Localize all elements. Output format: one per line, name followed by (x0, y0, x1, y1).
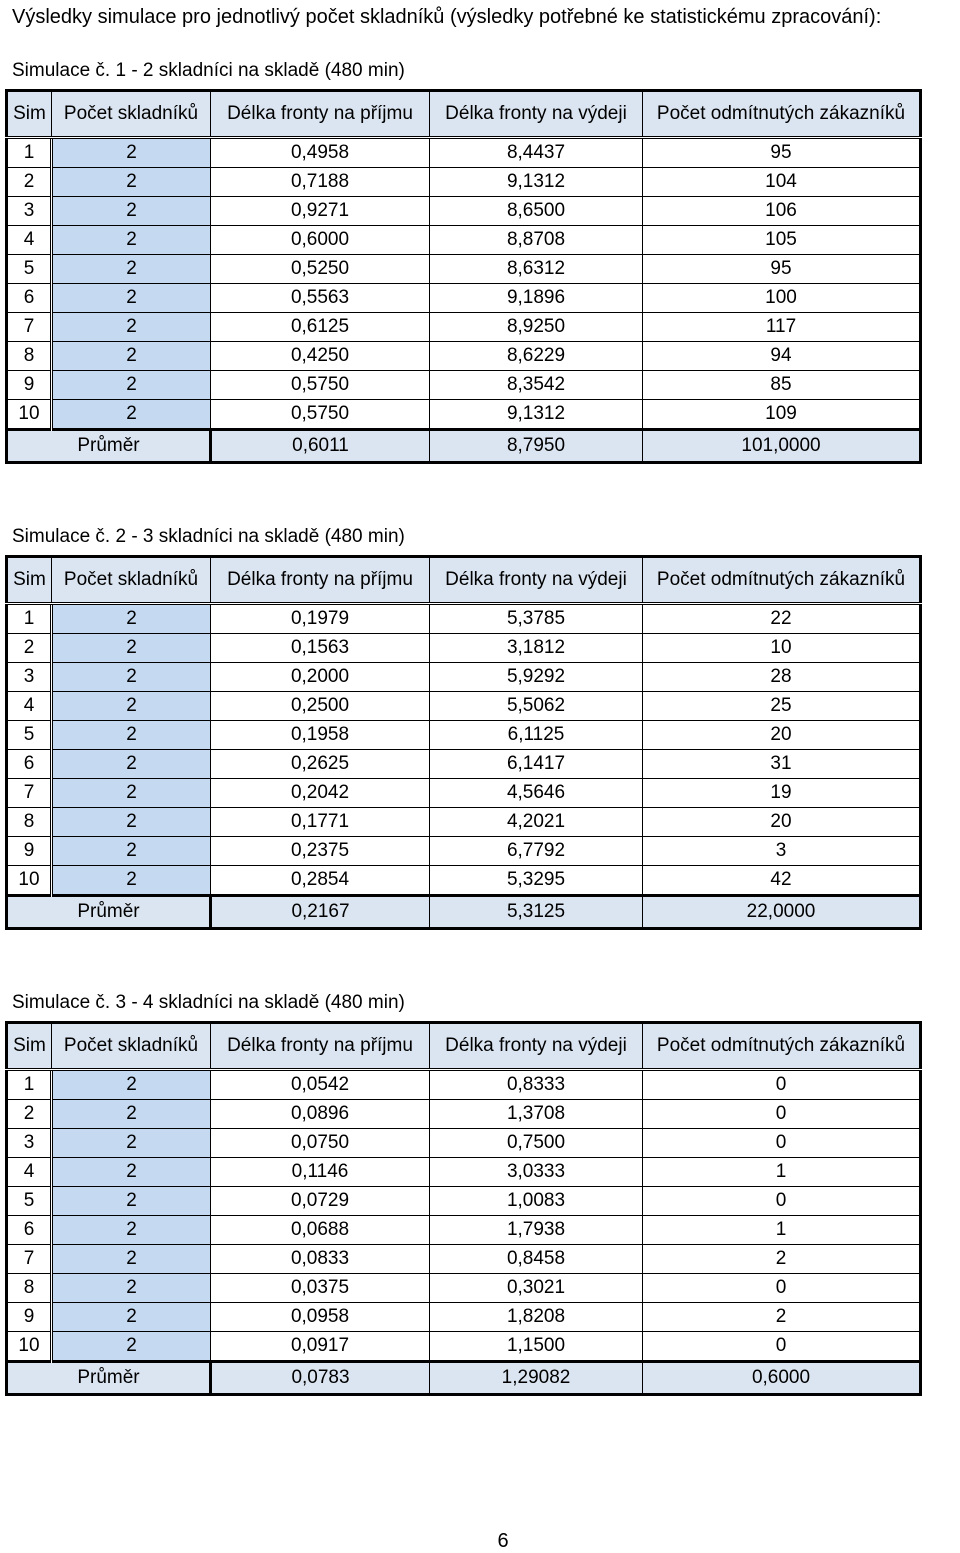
intake-queue-cell: 0,0750 (211, 1129, 430, 1158)
table-row (7, 779, 921, 808)
table-row (7, 721, 921, 750)
dispatch-queue-cell: 3,1812 (430, 634, 643, 663)
dispatch-queue-cell: 1,1500 (430, 1332, 643, 1362)
sim-cell: 3 (7, 663, 52, 692)
rejected-customers-cell: 22 (643, 604, 921, 634)
table-row (7, 1070, 921, 1100)
average-label: Průměr (7, 430, 211, 463)
average-label: Průměr (7, 896, 211, 929)
average-rejected-customers: 0,6000 (643, 1362, 921, 1395)
workers-cell: 2 (52, 604, 211, 634)
sim-cell: 9 (7, 837, 52, 866)
intake-queue-cell: 0,4250 (211, 342, 430, 371)
rejected-customers-cell: 104 (643, 168, 921, 197)
sim-cell: 7 (7, 1245, 52, 1274)
workers-cell: 2 (52, 663, 211, 692)
sim-cell: 10 (7, 400, 52, 430)
simulation-3-title: Simulace č. 3 - 4 skladníci na skladě (480 min) (12, 992, 405, 1013)
average-intake-queue: 0,2167 (211, 896, 430, 929)
rejected-customers-cell: 0 (643, 1100, 921, 1129)
intake-queue-cell: 0,5563 (211, 284, 430, 313)
dispatch-queue-cell: 0,8458 (430, 1245, 643, 1274)
intake-queue-cell: 0,6125 (211, 313, 430, 342)
workers-cell: 2 (52, 1100, 211, 1129)
workers-cell: 2 (52, 1158, 211, 1187)
workers-cell: 2 (52, 634, 211, 663)
average-row (7, 896, 921, 929)
column-header: Délka fronty na výdeji (430, 557, 643, 604)
table-row (7, 400, 921, 430)
rejected-customers-cell: 0 (643, 1070, 921, 1100)
average-dispatch-queue: 8,7950 (430, 430, 643, 463)
table-row (7, 1158, 921, 1187)
dispatch-queue-cell: 1,0083 (430, 1187, 643, 1216)
workers-cell: 2 (52, 138, 211, 168)
workers-cell: 2 (52, 400, 211, 430)
sim-cell: 7 (7, 779, 52, 808)
sim-cell: 2 (7, 634, 52, 663)
page-number: 6 (497, 1530, 509, 1552)
table-row (7, 197, 921, 226)
table-row (7, 1303, 921, 1332)
average-dispatch-queue: 1,29082 (430, 1362, 643, 1395)
intake-queue-cell: 0,7188 (211, 168, 430, 197)
average-rejected-customers: 101,0000 (643, 430, 921, 463)
sim-cell: 2 (7, 168, 52, 197)
dispatch-queue-cell: 1,7938 (430, 1216, 643, 1245)
dispatch-queue-cell: 5,3785 (430, 604, 643, 634)
intake-queue-cell: 0,0958 (211, 1303, 430, 1332)
table-row (7, 692, 921, 721)
sim-cell: 6 (7, 284, 52, 313)
workers-cell: 2 (52, 371, 211, 400)
dispatch-queue-cell: 8,6312 (430, 255, 643, 284)
rejected-customers-cell: 20 (643, 721, 921, 750)
table-row (7, 1100, 921, 1129)
workers-cell: 2 (52, 284, 211, 313)
rejected-customers-cell: 2 (643, 1303, 921, 1332)
column-header: Délka fronty na výdeji (430, 91, 643, 138)
simulation-2-table (5, 555, 922, 930)
intake-queue-cell: 0,2375 (211, 837, 430, 866)
sim-cell: 6 (7, 1216, 52, 1245)
simulation-1-table (5, 89, 922, 464)
rejected-customers-cell: 31 (643, 750, 921, 779)
rejected-customers-cell: 2 (643, 1245, 921, 1274)
workers-cell: 2 (52, 866, 211, 896)
rejected-customers-cell: 19 (643, 779, 921, 808)
table-row (7, 1216, 921, 1245)
intake-queue-cell: 0,0542 (211, 1070, 430, 1100)
rejected-customers-cell: 95 (643, 138, 921, 168)
intake-queue-cell: 0,2042 (211, 779, 430, 808)
dispatch-queue-cell: 9,1896 (430, 284, 643, 313)
sim-cell: 10 (7, 866, 52, 896)
table-row (7, 837, 921, 866)
rejected-customers-cell: 109 (643, 400, 921, 430)
intake-queue-cell: 0,0917 (211, 1332, 430, 1362)
dispatch-queue-cell: 8,8708 (430, 226, 643, 255)
column-header: Počet skladníků (52, 1023, 211, 1070)
rejected-customers-cell: 1 (643, 1158, 921, 1187)
column-header: Délka fronty na výdeji (430, 1023, 643, 1070)
rejected-customers-cell: 3 (643, 837, 921, 866)
table-row (7, 371, 921, 400)
workers-cell: 2 (52, 1303, 211, 1332)
average-intake-queue: 0,6011 (211, 430, 430, 463)
table-row (7, 1332, 921, 1362)
rejected-customers-cell: 28 (643, 663, 921, 692)
table-row (7, 663, 921, 692)
sim-cell: 9 (7, 371, 52, 400)
intake-queue-cell: 0,1563 (211, 634, 430, 663)
sim-cell: 1 (7, 604, 52, 634)
sim-cell: 1 (7, 138, 52, 168)
table-row (7, 1245, 921, 1274)
rejected-customers-cell: 25 (643, 692, 921, 721)
column-header: Sim (7, 91, 52, 138)
dispatch-queue-cell: 6,7792 (430, 837, 643, 866)
dispatch-queue-cell: 5,9292 (430, 663, 643, 692)
column-header: Sim (7, 557, 52, 604)
workers-cell: 2 (52, 779, 211, 808)
dispatch-queue-cell: 1,3708 (430, 1100, 643, 1129)
intake-queue-cell: 0,0729 (211, 1187, 430, 1216)
workers-cell: 2 (52, 313, 211, 342)
rejected-customers-cell: 10 (643, 634, 921, 663)
dispatch-queue-cell: 5,5062 (430, 692, 643, 721)
workers-cell: 2 (52, 226, 211, 255)
rejected-customers-cell: 100 (643, 284, 921, 313)
average-row (7, 1362, 921, 1395)
sim-cell: 3 (7, 197, 52, 226)
dispatch-queue-cell: 8,9250 (430, 313, 643, 342)
dispatch-queue-cell: 6,1417 (430, 750, 643, 779)
column-header: Počet skladníků (52, 557, 211, 604)
intake-queue-cell: 0,2854 (211, 866, 430, 896)
rejected-customers-cell: 1 (643, 1216, 921, 1245)
sim-cell: 1 (7, 1070, 52, 1100)
sim-cell: 5 (7, 1187, 52, 1216)
table-row (7, 750, 921, 779)
sim-cell: 4 (7, 692, 52, 721)
rejected-customers-cell: 20 (643, 808, 921, 837)
column-header: Počet skladníků (52, 91, 211, 138)
average-dispatch-queue: 5,3125 (430, 896, 643, 929)
dispatch-queue-cell: 8,3542 (430, 371, 643, 400)
dispatch-queue-cell: 0,7500 (430, 1129, 643, 1158)
dispatch-queue-cell: 9,1312 (430, 400, 643, 430)
column-header: Počet odmítnutých zákazníků (643, 1023, 921, 1070)
intake-queue-cell: 0,0833 (211, 1245, 430, 1274)
table-row (7, 255, 921, 284)
workers-cell: 2 (52, 1187, 211, 1216)
average-intake-queue: 0,0783 (211, 1362, 430, 1395)
dispatch-queue-cell: 0,3021 (430, 1274, 643, 1303)
intake-queue-cell: 0,0688 (211, 1216, 430, 1245)
sim-cell: 10 (7, 1332, 52, 1362)
dispatch-queue-cell: 4,2021 (430, 808, 643, 837)
workers-cell: 2 (52, 1245, 211, 1274)
dispatch-queue-cell: 4,5646 (430, 779, 643, 808)
sim-cell: 7 (7, 313, 52, 342)
table-row (7, 866, 921, 896)
rejected-customers-cell: 94 (643, 342, 921, 371)
intake-queue-cell: 0,2500 (211, 692, 430, 721)
rejected-customers-cell: 95 (643, 255, 921, 284)
intake-queue-cell: 0,0896 (211, 1100, 430, 1129)
intro-text: Výsledky simulace pro jednotlivý počet skladníků (výsledky potřebné ke statistickému zpracování): (12, 6, 882, 28)
workers-cell: 2 (52, 342, 211, 371)
dispatch-queue-cell: 6,1125 (430, 721, 643, 750)
workers-cell: 2 (52, 1070, 211, 1100)
rejected-customers-cell: 0 (643, 1187, 921, 1216)
column-header: Sim (7, 1023, 52, 1070)
sim-cell: 6 (7, 750, 52, 779)
sim-cell: 3 (7, 1129, 52, 1158)
workers-cell: 2 (52, 1129, 211, 1158)
dispatch-queue-cell: 8,4437 (430, 138, 643, 168)
rejected-customers-cell: 0 (643, 1129, 921, 1158)
intake-queue-cell: 0,1771 (211, 808, 430, 837)
dispatch-queue-cell: 5,3295 (430, 866, 643, 896)
table-row (7, 313, 921, 342)
workers-cell: 2 (52, 1216, 211, 1245)
table-row (7, 634, 921, 663)
average-rejected-customers: 22,0000 (643, 896, 921, 929)
rejected-customers-cell: 105 (643, 226, 921, 255)
table-header-row (7, 91, 921, 138)
sim-cell: 4 (7, 1158, 52, 1187)
average-label: Průměr (7, 1362, 211, 1395)
intake-queue-cell: 0,2625 (211, 750, 430, 779)
sim-cell: 8 (7, 808, 52, 837)
table-header-row (7, 557, 921, 604)
table-row (7, 138, 921, 168)
intake-queue-cell: 0,1979 (211, 604, 430, 634)
workers-cell: 2 (52, 721, 211, 750)
dispatch-queue-cell: 8,6229 (430, 342, 643, 371)
rejected-customers-cell: 0 (643, 1274, 921, 1303)
column-header: Délka fronty na příjmu (211, 91, 430, 138)
simulation-2-title: Simulace č. 2 - 3 skladníci na skladě (480 min) (12, 526, 405, 547)
table-row (7, 604, 921, 634)
column-header: Počet odmítnutých zákazníků (643, 557, 921, 604)
intake-queue-cell: 0,1146 (211, 1158, 430, 1187)
intake-queue-cell: 0,5750 (211, 400, 430, 430)
sim-cell: 2 (7, 1100, 52, 1129)
table-row (7, 168, 921, 197)
column-header: Počet odmítnutých zákazníků (643, 91, 921, 138)
intake-queue-cell: 0,5750 (211, 371, 430, 400)
sim-cell: 9 (7, 1303, 52, 1332)
sim-cell: 8 (7, 1274, 52, 1303)
workers-cell: 2 (52, 808, 211, 837)
sim-cell: 5 (7, 721, 52, 750)
intake-queue-cell: 0,2000 (211, 663, 430, 692)
workers-cell: 2 (52, 168, 211, 197)
sim-cell: 5 (7, 255, 52, 284)
rejected-customers-cell: 106 (643, 197, 921, 226)
average-row (7, 430, 921, 463)
table-row (7, 808, 921, 837)
intake-queue-cell: 0,4958 (211, 138, 430, 168)
table-row (7, 342, 921, 371)
rejected-customers-cell: 85 (643, 371, 921, 400)
rejected-customers-cell: 42 (643, 866, 921, 896)
intake-queue-cell: 0,6000 (211, 226, 430, 255)
dispatch-queue-cell: 8,6500 (430, 197, 643, 226)
sim-cell: 4 (7, 226, 52, 255)
table-header-row (7, 1023, 921, 1070)
intake-queue-cell: 0,0375 (211, 1274, 430, 1303)
intake-queue-cell: 0,9271 (211, 197, 430, 226)
intake-queue-cell: 0,5250 (211, 255, 430, 284)
column-header: Délka fronty na příjmu (211, 1023, 430, 1070)
dispatch-queue-cell: 9,1312 (430, 168, 643, 197)
table-row (7, 1274, 921, 1303)
rejected-customers-cell: 0 (643, 1332, 921, 1362)
column-header: Délka fronty na příjmu (211, 557, 430, 604)
table-row (7, 284, 921, 313)
table-row (7, 1187, 921, 1216)
workers-cell: 2 (52, 750, 211, 779)
workers-cell: 2 (52, 197, 211, 226)
workers-cell: 2 (52, 255, 211, 284)
table-row (7, 226, 921, 255)
workers-cell: 2 (52, 1332, 211, 1362)
workers-cell: 2 (52, 1274, 211, 1303)
intake-queue-cell: 0,1958 (211, 721, 430, 750)
rejected-customers-cell: 117 (643, 313, 921, 342)
dispatch-queue-cell: 0,8333 (430, 1070, 643, 1100)
table-row (7, 1129, 921, 1158)
workers-cell: 2 (52, 837, 211, 866)
dispatch-queue-cell: 3,0333 (430, 1158, 643, 1187)
workers-cell: 2 (52, 692, 211, 721)
dispatch-queue-cell: 1,8208 (430, 1303, 643, 1332)
simulation-1-title: Simulace č. 1 - 2 skladníci na skladě (480 min) (12, 60, 405, 81)
sim-cell: 8 (7, 342, 52, 371)
simulation-3-table (5, 1021, 922, 1396)
